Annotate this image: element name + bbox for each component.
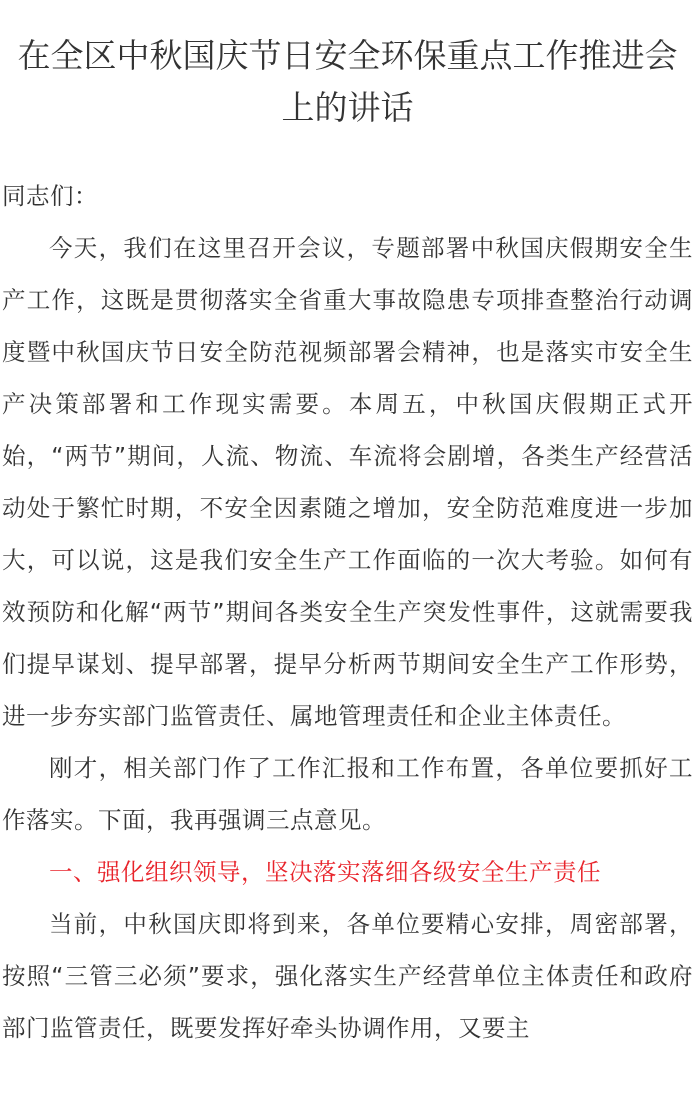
document-title: 在全区中秋国庆节日安全环保重点工作推进会上的讲话 [17,36,678,127]
paragraph-intro: 今天，我们在这里召开会议，专题部署中秋国庆假期安全生产工作，这既是贯彻落实全省重大事故隐患专项排查整治行动调度暨中秋国庆节日安全防范视频部署会精神，也是落实市安全生产决策部署和工作现实需要。本周五，中秋国庆假期正式开始，“两节”期间，人流、物流、车流将会剧增，各类生产经营活动处于繁忙时期，不安全因素随之增加，安全防范难度进一步加大，可以说，这是我们安全生产工作面临的一次大考验。如何有效预防和化解“两节”期间各类安全生产突发性事件，这就需要我们提早谋划、提早部署，提早分析两节期间安全生产工作形势，进一步夯实部门监管责任、属地管理责任和企业主体责任。 [2,234,693,730]
document-body [2,170,693,1054]
salutation: 同志们： [2,182,98,210]
paragraph-section-1: 当前，中秋国庆即将到来，各单位要精心安排，周密部署，按照“三管三必须”要求，强化落实生产经营单位主体责任和政府部门监管责任，既要发挥好牵头协调作用，又要主 [2,910,693,1042]
paragraph-transition: 刚才，相关部门作了工作汇报和工作布置，各单位要抓好工作落实。下面，我再强调三点意见。 [2,754,693,834]
section-heading-1: 一、强化组织领导，坚决落实落细各级安全生产责任 [49,858,601,886]
